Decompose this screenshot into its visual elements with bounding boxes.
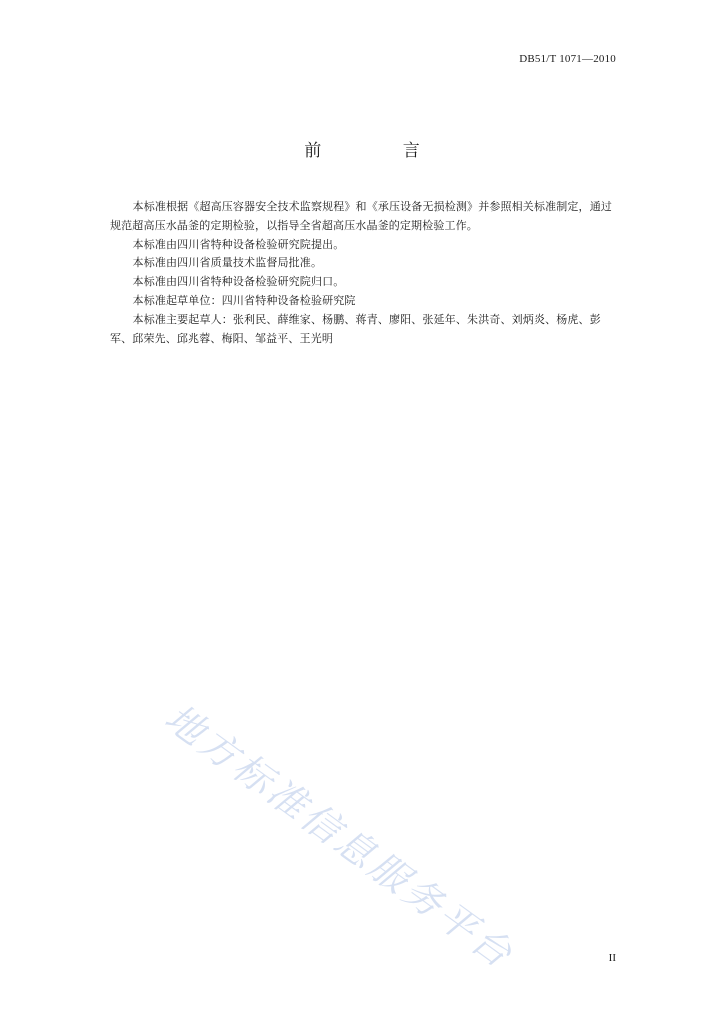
paragraph-basis: 本标准根据《超高压容器安全技术监察规程》和《承压设备无损检测》并参照相关标准制定，通过规范超高压水晶釜的定期检验，以指导全省超高压水晶釜的定期检验工作。 [110, 200, 612, 232]
paragraph-drafters: 本标准主要起草人：张利民、薛维家、杨鹏、蒋青、廖阳、张延年、朱洪奇、刘炳炎、杨虎、彭军、邱荣先、邱兆蓉、梅阳、邹益平、王光明 [110, 312, 601, 345]
paragraph-centralizer: 本标准由四川省特种设备检验研究院归口。 [132, 275, 345, 289]
paragraph-approver: 本标准由四川省质量技术监督局批准。 [132, 256, 323, 270]
foreword-body [110, 198, 616, 348]
watermark: 地方标准信息服务平台 [156, 695, 523, 978]
page-number: II [608, 952, 616, 964]
page-title: 前 言 [304, 141, 458, 161]
paragraph-proposer: 本标准由四川省特种设备检验研究院提出。 [132, 237, 345, 251]
standard-code: DB51/T 1071—2010 [519, 53, 616, 65]
paragraph-drafting-unit: 本标准起草单位：四川省特种设备检验研究院 [132, 293, 356, 307]
